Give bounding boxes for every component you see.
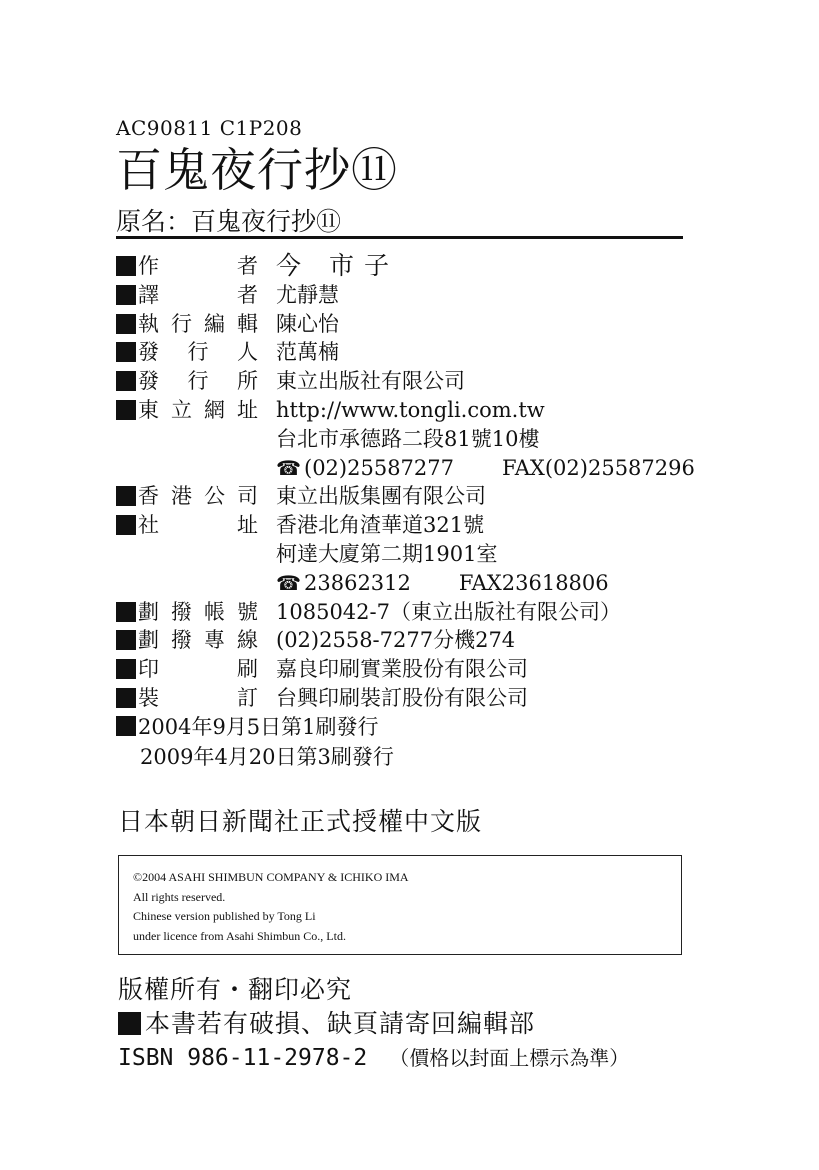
bullet-square-icon xyxy=(116,371,136,391)
credit-row-printing xyxy=(116,655,696,684)
bullet-square-icon xyxy=(116,400,136,420)
bullet-square-icon xyxy=(116,630,136,650)
bullet-square-icon xyxy=(116,342,136,362)
credit-value: 1085042-7（東立出版社有限公司） xyxy=(276,599,621,624)
credit-row-transfer-line xyxy=(116,626,696,655)
credit-row-binding xyxy=(116,684,696,713)
damaged-notice-line xyxy=(118,1004,535,1040)
credit-row-taipei-address xyxy=(116,425,696,454)
copyright-box xyxy=(118,855,682,955)
bullet-square-icon xyxy=(116,515,136,535)
credit-label: 劃撥帳號 xyxy=(138,599,258,624)
title-divider xyxy=(116,236,683,239)
book-title: 百鬼夜行抄⑪ xyxy=(116,143,398,197)
credit-label: 印 刷 xyxy=(138,657,258,682)
credit-label: 作 者 xyxy=(138,254,258,278)
credit-row-hk-phone xyxy=(116,569,696,598)
print-dates xyxy=(116,712,394,772)
credit-row-transfer-account xyxy=(116,598,696,627)
bullet-square-icon xyxy=(116,659,136,679)
credit-label: 裝 訂 xyxy=(138,685,258,710)
credit-label: 東立網址 xyxy=(138,397,258,422)
credit-label: 發 行 所 xyxy=(138,369,258,394)
credit-label: 劃撥專線 xyxy=(138,628,258,653)
credit-row-hk-address-2 xyxy=(116,540,696,569)
credit-label: 執行編輯 xyxy=(138,311,258,336)
credit-label: 譯 者 xyxy=(138,282,258,307)
first-print-date-line xyxy=(116,712,394,742)
telephone-icon: ☎ xyxy=(276,455,301,480)
catalog-code: AC90811 C1P208 xyxy=(116,116,303,140)
telephone-icon: ☎ xyxy=(276,570,301,595)
credit-row-publisher xyxy=(116,338,696,367)
credit-row-hk-company xyxy=(116,482,696,511)
credit-value: 台興印刷裝訂股份有限公司 xyxy=(276,685,528,710)
bullet-square-icon xyxy=(116,716,136,736)
isbn-line xyxy=(118,1042,629,1071)
credit-row-translator xyxy=(116,281,696,310)
copyright-line: under licence from Asahi Shimbun Co., Ltd. xyxy=(133,928,346,943)
bullet-square-icon xyxy=(116,602,136,622)
credit-row-author xyxy=(116,252,696,281)
isbn: ISBN 986-11-2978-2 xyxy=(118,1045,368,1071)
taipei-address: 台北市承德路二段81號10樓 xyxy=(276,426,540,451)
credit-row-taipei-phone xyxy=(116,454,696,483)
copyright-line: ©2004 ASAHI SHIMBUN COMPANY & ICHIKO IMA xyxy=(133,870,409,884)
credit-value: 今 市子 xyxy=(276,251,399,280)
credit-value: 嘉良印刷實業股份有限公司 xyxy=(276,657,528,682)
hk-address-line2: 柯達大廈第二期1901室 xyxy=(276,541,498,566)
bullet-square-icon xyxy=(116,314,136,334)
rights-reserved: 版權所有・翻印必究 xyxy=(118,975,353,1004)
damaged-notice: 本書若有破損、缺頁請寄回編輯部 xyxy=(145,1009,536,1038)
hk-phone: 23862312 xyxy=(304,570,411,595)
credits-list xyxy=(116,252,696,713)
taipei-phone: (02)25587277 xyxy=(304,455,454,480)
credit-value: 東立出版社有限公司 xyxy=(276,369,465,394)
credit-value: 范萬楠 xyxy=(276,340,339,365)
credit-value: 尤靜慧 xyxy=(276,282,339,307)
website-url: http://www.tongli.com.tw xyxy=(276,397,545,422)
bullet-square-icon xyxy=(116,688,136,708)
price-note: （價格以封面上標示為準） xyxy=(389,1046,630,1070)
credit-row-publishing-house xyxy=(116,367,696,396)
credit-value: 香港北角渣華道321號 xyxy=(276,513,485,538)
license-line: 日本朝日新聞社正式授權中文版 xyxy=(118,807,483,836)
bullet-square-icon xyxy=(116,285,136,305)
bullet-square-icon xyxy=(116,486,136,506)
first-print-date: 2004年9月5日第1刷發行 xyxy=(138,715,379,739)
copyright-line: Chinese version published by Tong Li xyxy=(133,909,316,923)
credit-label: 社 址 xyxy=(138,513,258,538)
credit-label: 發 行 人 xyxy=(138,340,258,365)
bullet-square-icon xyxy=(116,256,136,276)
credit-row-editor xyxy=(116,310,696,339)
bullet-square-icon xyxy=(118,1012,141,1035)
copyright-line: All rights reserved. xyxy=(133,889,226,904)
credit-value: 陳心怡 xyxy=(276,311,339,336)
original-title: 原名：百鬼夜行抄⑪ xyxy=(116,207,342,236)
credit-row-website xyxy=(116,396,696,425)
third-print-date: 2009年4月20日第3刷發行 xyxy=(140,745,394,769)
taipei-fax: FAX(02)25587296 xyxy=(502,455,695,480)
credit-label: 香港公司 xyxy=(138,484,258,509)
hk-fax: FAX23618806 xyxy=(458,570,609,595)
credit-value: 東立出版集團有限公司 xyxy=(276,484,486,509)
credit-value: (02)2558-7277分機274 xyxy=(276,628,516,653)
credit-row-hk-address xyxy=(116,511,696,540)
